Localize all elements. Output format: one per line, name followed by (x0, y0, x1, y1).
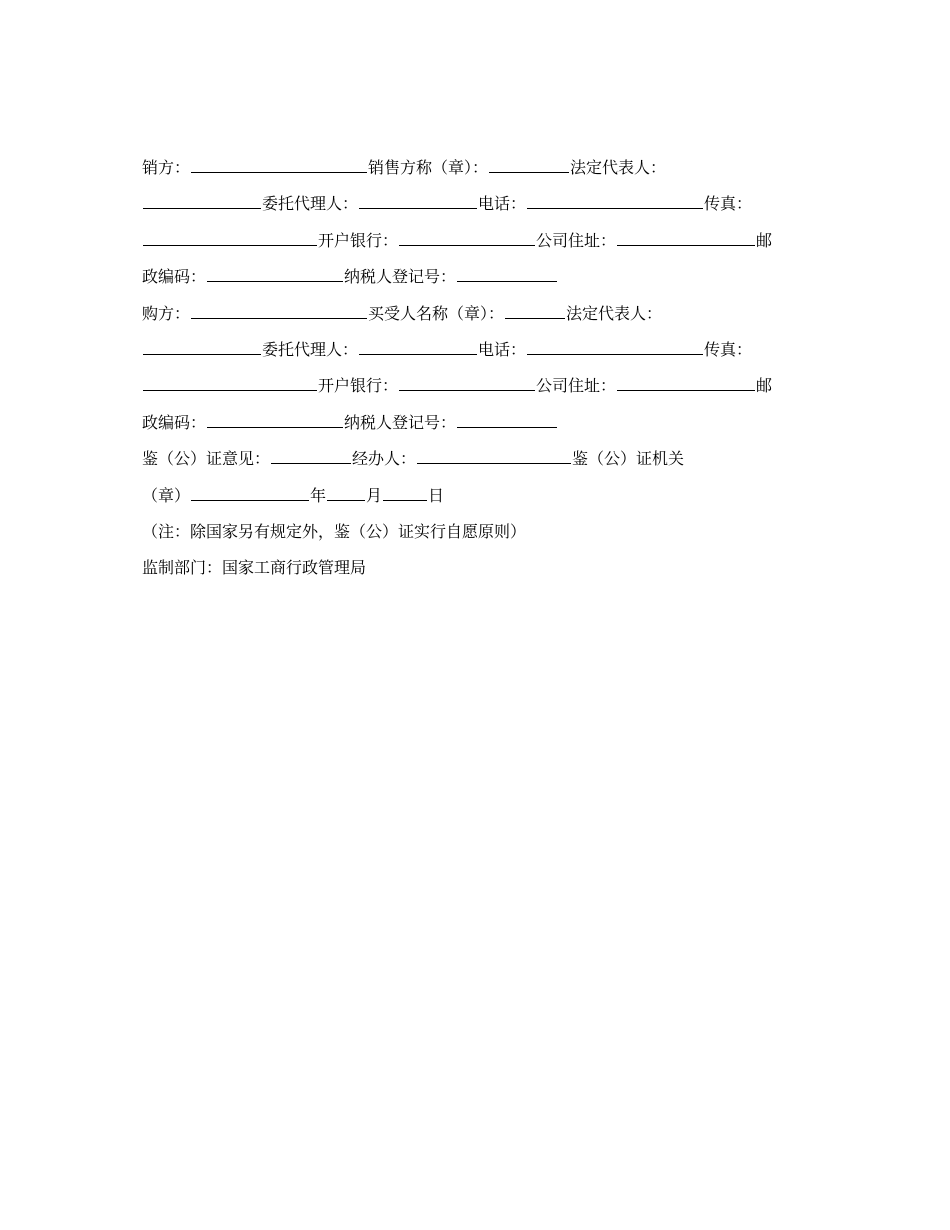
seller-name-blank[interactable] (489, 154, 569, 173)
buyer-agent-label: 委托代理人： (262, 339, 359, 359)
seller-bank-blank[interactable] (399, 227, 535, 246)
buyer-blank[interactable] (191, 300, 367, 319)
day-label: 日 (428, 485, 445, 505)
buyer-name-blank[interactable] (505, 300, 565, 319)
seller-phone-blank[interactable] (527, 190, 703, 209)
seller-postal-blank[interactable] (207, 263, 343, 282)
buyer-phone-blank[interactable] (527, 336, 703, 355)
seller-blank[interactable] (191, 154, 367, 173)
buyer-tax-id-label: 纳税人登记号： (344, 412, 457, 432)
buyer-line-4 (142, 409, 822, 445)
buyer-address-blank[interactable] (617, 372, 755, 391)
seller-legal-rep-blank[interactable] (143, 190, 261, 209)
notary-authority-label: 鉴（公）证机关 (572, 449, 685, 469)
seller-bank-label: 开户银行： (318, 230, 399, 250)
year-label: 年 (310, 485, 327, 505)
voluntary-note: （注：除国家另有规定外，鉴（公）证实行自愿原则） (142, 521, 527, 541)
buyer-bank-label: 开户银行： (318, 376, 399, 396)
buyer-agent-blank[interactable] (359, 336, 477, 355)
contract-signature-section (142, 154, 822, 591)
buyer-fax-label: 传真： (704, 339, 753, 359)
buyer-line-2 (142, 336, 822, 372)
buyer-legal-rep-label: 法定代表人： (566, 303, 663, 323)
buyer-postal-label-start: 邮 (756, 376, 773, 396)
seller-phone-label: 电话： (478, 194, 527, 214)
buyer-postal-blank[interactable] (207, 409, 343, 428)
buyer-fax-blank[interactable] (143, 372, 317, 391)
day-blank[interactable] (383, 482, 427, 501)
seller-label: 销方： (142, 158, 191, 177)
handler-blank[interactable] (417, 445, 571, 464)
seller-line-4 (142, 263, 822, 299)
seal-label: （章） (142, 485, 191, 505)
seller-legal-rep-label: 法定代表人： (570, 158, 667, 177)
buyer-tax-id-blank[interactable] (457, 409, 557, 428)
buyer-line-3 (142, 372, 822, 408)
supervisor-line (142, 554, 822, 590)
seller-name-label: 销售方称（章）： (368, 158, 489, 177)
buyer-name-label: 买受人名称（章）： (368, 303, 505, 323)
month-blank[interactable] (327, 482, 365, 501)
buyer-bank-blank[interactable] (399, 372, 535, 391)
handler-label: 经办人： (352, 449, 417, 469)
seller-tax-id-label: 纳税人登记号： (344, 267, 457, 287)
note-line (142, 518, 822, 554)
buyer-line-1 (142, 300, 822, 336)
seller-agent-blank[interactable] (359, 190, 477, 209)
seller-postal-label-start: 邮 (756, 230, 773, 250)
buyer-postal-label-end: 政编码： (142, 412, 207, 432)
seller-tax-id-blank[interactable] (457, 263, 557, 282)
seller-fax-label: 传真： (704, 194, 753, 214)
seller-postal-label-end: 政编码： (142, 267, 207, 287)
seal-blank[interactable] (191, 482, 309, 501)
notary-line-1 (142, 445, 822, 481)
notary-opinion-blank[interactable] (271, 445, 351, 464)
buyer-label: 购方： (142, 303, 191, 323)
seller-line-1 (142, 154, 822, 190)
buyer-legal-rep-blank[interactable] (143, 336, 261, 355)
seller-line-3 (142, 227, 822, 263)
month-label: 月 (366, 485, 383, 505)
seller-address-label: 公司住址： (536, 230, 617, 250)
seller-agent-label: 委托代理人： (262, 194, 359, 214)
seller-fax-blank[interactable] (143, 227, 317, 246)
supervising-department: 监制部门：国家工商行政管理局 (142, 558, 367, 578)
seller-address-blank[interactable] (617, 227, 755, 246)
notary-opinion-label: 鉴（公）证意见： (142, 449, 271, 469)
seller-line-2 (142, 190, 822, 226)
buyer-address-label: 公司住址： (536, 376, 617, 396)
notary-line-2 (142, 482, 822, 518)
buyer-phone-label: 电话： (478, 339, 527, 359)
